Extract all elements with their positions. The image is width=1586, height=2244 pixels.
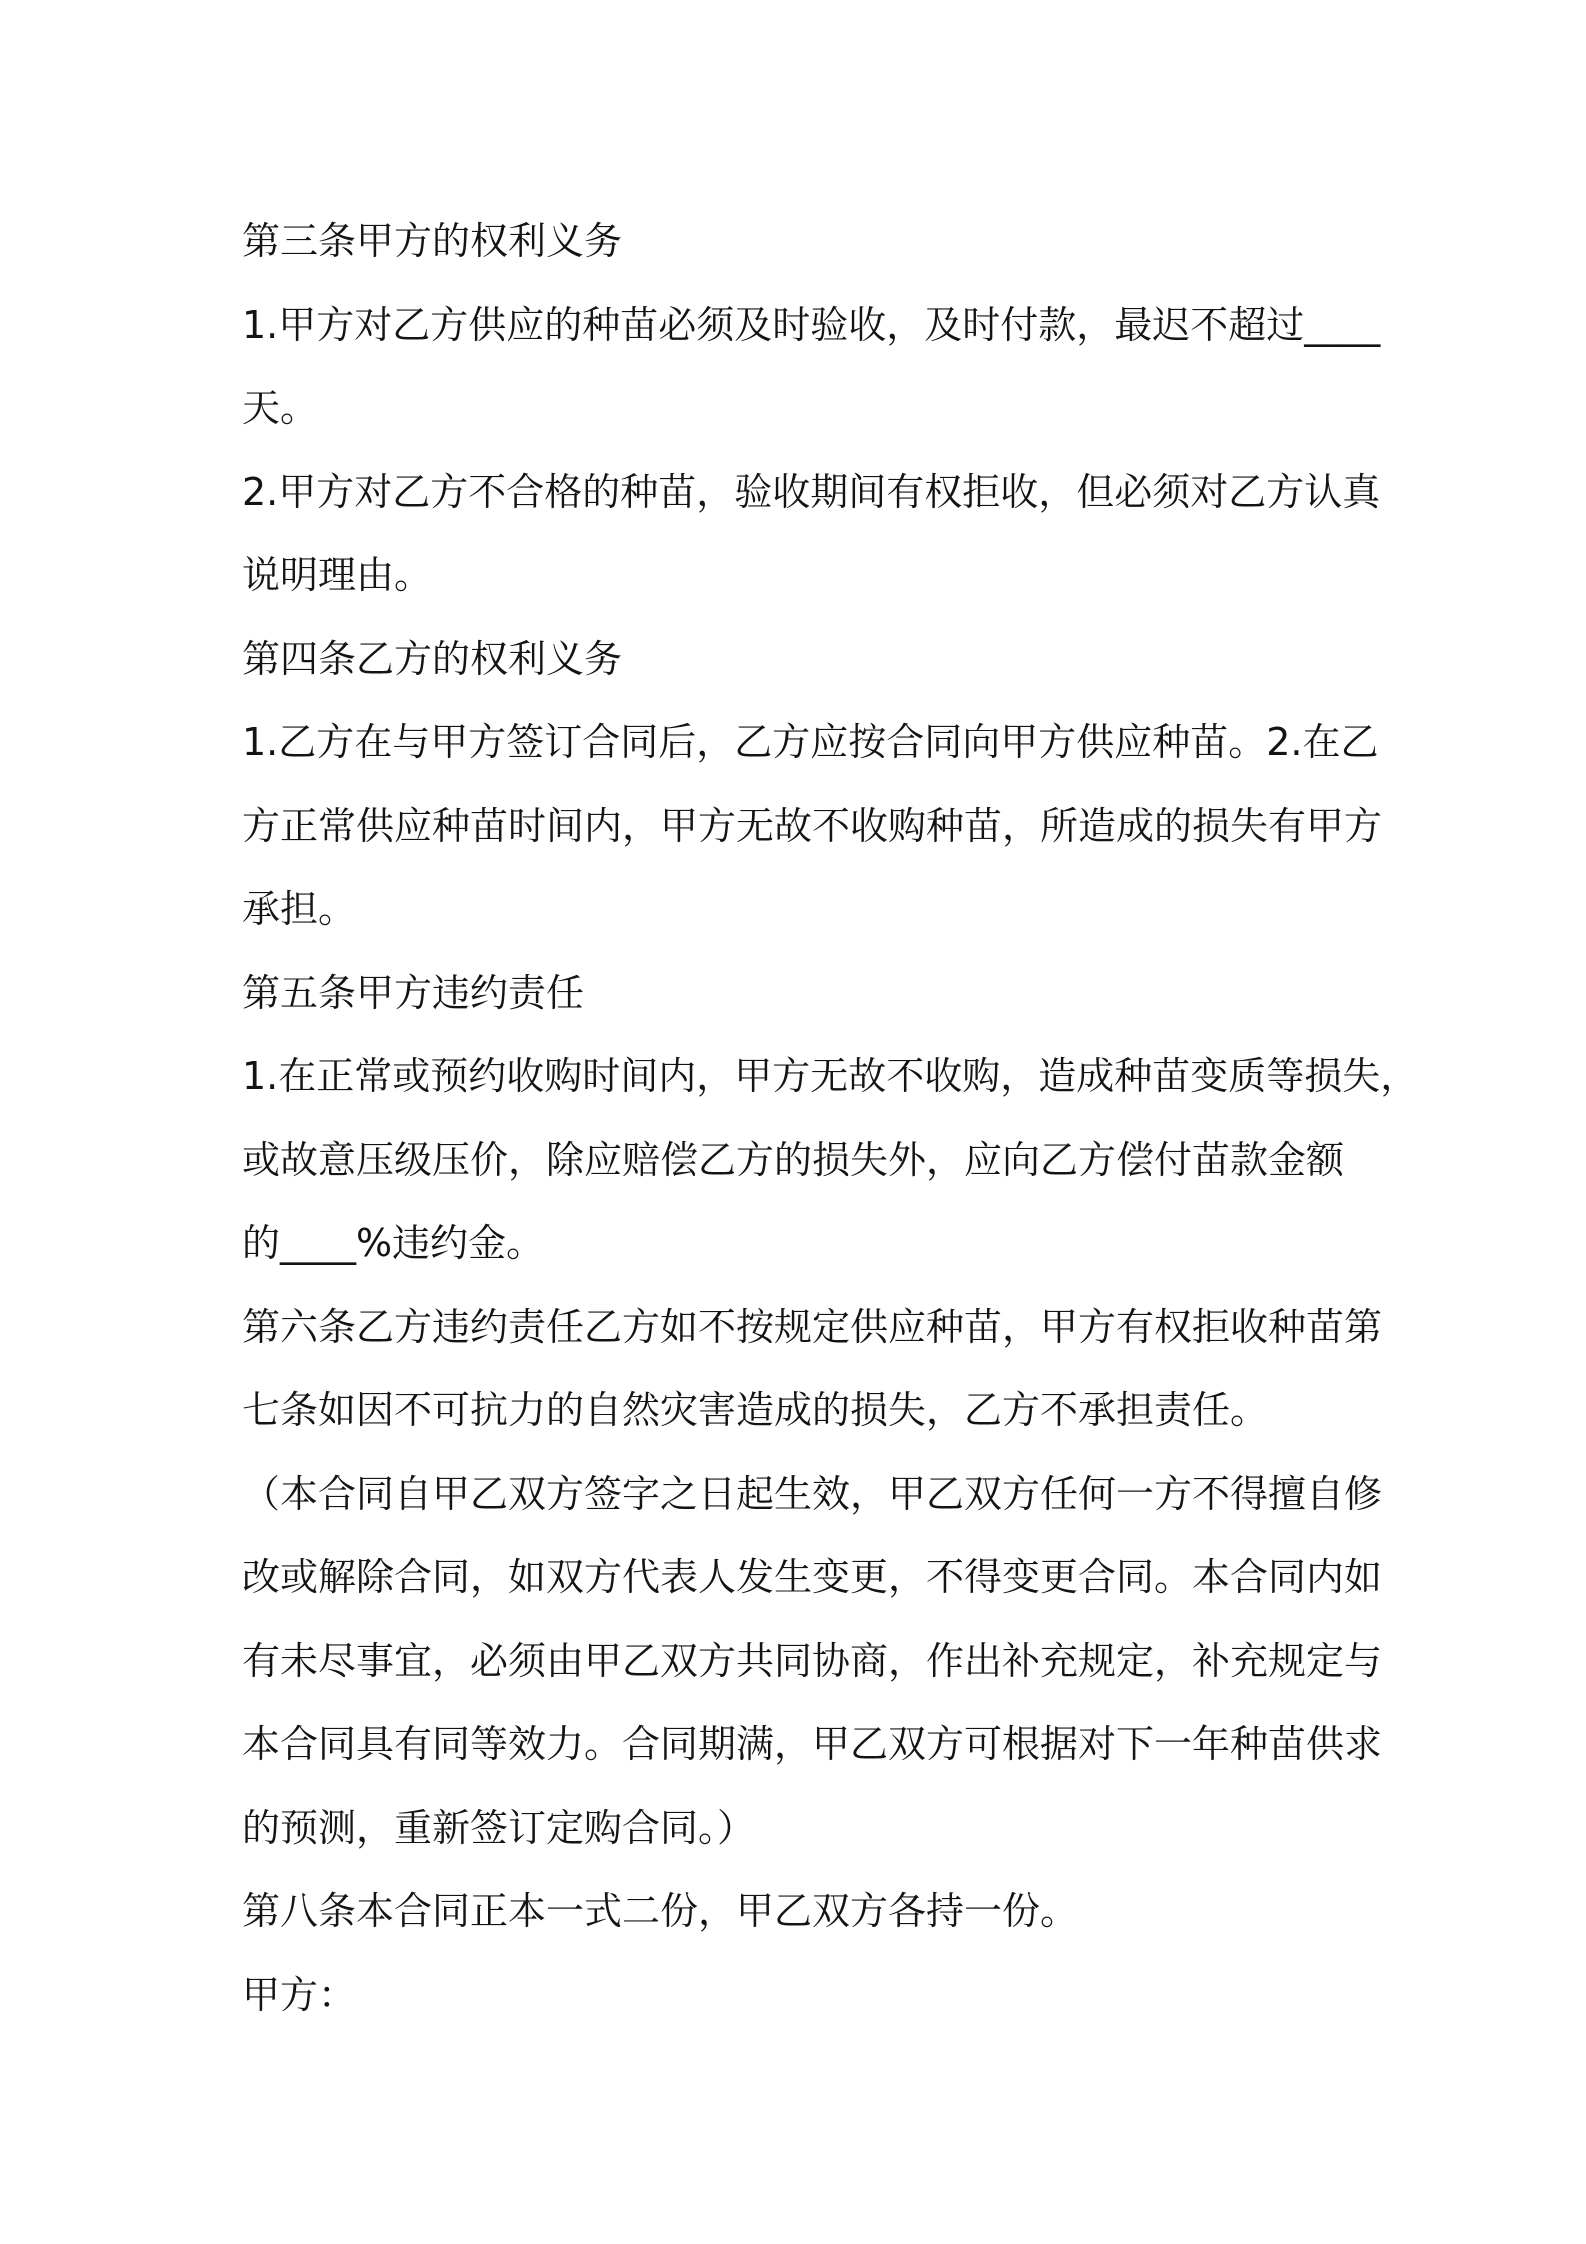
text-line: 改或解除合同，如双方代表人发生变更，不得变更合同。本合同内如: [242, 1555, 1383, 1599]
text-line: 的预测，重新签订定购合同。）: [242, 1805, 756, 1850]
text-line: 1.乙方在与甲方签订合同后，乙方应按合同向甲方供应种苗。2.在乙: [242, 720, 1379, 764]
text-line: 有未尽事宜，必须由甲乙双方共同协商，作出补充规定，补充规定与: [242, 1638, 1383, 1683]
text-line: 七条如因不可抗力的自然灾害造成的损失，乙方不承担责任。: [242, 1388, 1269, 1432]
article-8-text: 第八条本合同正本一式二份，甲乙双方各持一份。: [242, 1889, 1079, 1933]
text-line: （本合同自甲乙双方签字之日起生效，甲乙双方任何一方不得擅自修: [242, 1471, 1383, 1516]
text-line: 1.在正常或预约收购时间内，甲方无故不收购，造成种苗变质等损失，: [242, 1054, 1419, 1098]
contract-text: [242, 200, 1419, 2037]
text-line: 1.甲方对乙方供应的种苗必须及时验收，及时付款，最迟不超过____: [242, 302, 1381, 347]
text-line: 的____%违约金。: [242, 1221, 545, 1265]
text-line: 承担。: [242, 887, 357, 931]
article-5-heading: 第五条甲方违约责任: [242, 970, 585, 1015]
party-a-label: 甲方：: [242, 1972, 357, 2017]
article-3-heading: 第三条甲方的权利义务: [242, 219, 623, 263]
text-line: 2.甲方对乙方不合格的种苗，验收期间有权拒收，但必须对乙方认真: [242, 469, 1381, 514]
text-line: 说明理由。: [242, 553, 433, 597]
article-6-text: 第六条乙方违约责任乙方如不按规定供应种苗，甲方有权拒收种苗第: [242, 1304, 1383, 1349]
text-line: 或故意压级压价，除应赔偿乙方的损失外，应向乙方偿付苗款金额: [242, 1137, 1345, 1182]
text-line: 天。: [242, 386, 319, 430]
article-4-heading: 第四条乙方的权利义务: [242, 636, 623, 681]
text-line: 本合同具有同等效力。合同期满，甲乙双方可根据对下一年种苗供求: [242, 1722, 1383, 1766]
text-line: 方正常供应种苗时间内，甲方无故不收购种苗，所造成的损失有甲方: [242, 803, 1383, 848]
